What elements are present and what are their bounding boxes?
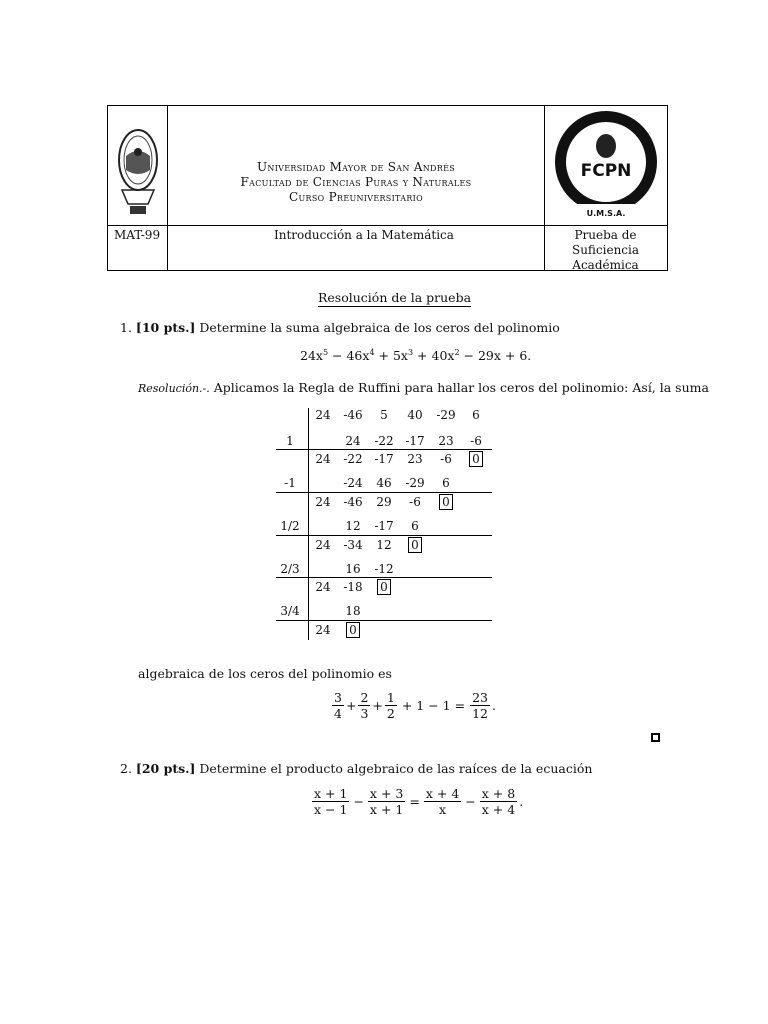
ruffini-root: 1 [286,434,294,448]
ruffini-result: -6 [409,495,421,509]
ruffini-hline [276,492,492,493]
ruffini-root: 3/4 [280,604,300,618]
exam-type [544,228,667,273]
ruffini-remainder: 0 [461,452,491,466]
ruffini-coef: -29 [436,408,456,422]
ruffini-product: 6 [442,476,450,490]
ruffini-remainder: 0 [431,495,461,509]
ruffini-product: -6 [470,434,482,448]
ruffini-remainder: 0 [400,538,430,552]
resolution-paragraph [138,380,709,395]
ruffini-product: -24 [343,476,363,490]
ruffini-result: -46 [343,495,363,509]
resolution-label: Resolución.-. [138,382,210,395]
ruffini-result: 24 [315,538,331,552]
ruffini-root: 2/3 [280,562,300,576]
conclusion-text: algebraica de los ceros del polinomio es [138,666,392,681]
equation: $\frac{x + 1}{x - 1}$ − $\frac{x + 3}{x + 1}$ = $\frac{x + 4}{x}$ − $\frac{x + 8}{x + 4}$ . [314,786,524,817]
ruffini-product: 6 [411,519,419,533]
ruffini-product: 18 [345,604,361,618]
seal-mark: FCPN [580,161,632,181]
ruffini-product: -17 [374,519,394,533]
ruffini-result: 24 [315,623,331,637]
ruffini-table [276,402,496,642]
ruffini-hline [276,449,492,450]
problem-text: Determine la suma algebraica de los ceros del polinomio [199,320,560,335]
ruffini-product: -17 [405,434,425,448]
qed-square-icon [651,733,660,742]
problem-number: 2. [120,761,132,776]
ruffini-hline [276,577,492,578]
header-table [107,105,668,271]
ruffini-product: 16 [345,562,361,576]
ruffini-product: 12 [345,519,361,533]
resolution-text: Aplicamos la Regla de Ruffini para hallar los ceros del polinomio: Así, la suma [213,380,709,395]
exam-type-line: Prueba de [574,228,637,242]
seal-caption: U.M.S.A. [586,209,626,218]
faculty-name: Facultad de Ciencias Puras y Naturales [240,175,472,189]
ruffini-result: 24 [315,452,331,466]
ruffini-product: 46 [376,476,392,490]
ruffini-result: -18 [343,580,363,594]
problem-text: Determine el producto algebraico de las raíces de la ecuación [199,761,593,776]
ruffini-result: 23 [407,452,423,466]
ruffini-root: -1 [284,476,296,490]
ruffini-product: -22 [374,434,394,448]
ruffini-product: -12 [374,562,394,576]
ruffini-result: 12 [376,538,392,552]
ruffini-coef: 5 [380,408,388,422]
ruffini-root: 1/2 [280,519,300,533]
ruffini-result: -17 [374,452,394,466]
ruffini-result: 24 [315,580,331,594]
header-divider-row [108,225,667,226]
problem-points: [20 pts.] [135,761,196,776]
ruffini-product: 23 [438,434,454,448]
university-name: Universidad Mayor de San Andrés [257,160,455,174]
ruffini-coef: -46 [343,408,363,422]
ruffini-coef: 24 [315,408,331,422]
fcpn-circular-seal-icon [548,110,664,222]
problem-2-statement [120,761,592,776]
ruffini-result: -6 [440,452,452,466]
ruffini-coef: 6 [472,408,480,422]
course-code: MAT-99 [114,228,161,242]
course-name: Curso Preuniversitario [289,190,423,204]
problem-number: 1. [120,320,132,335]
exam-type-line: Académica [572,258,639,272]
ruffini-remainder: 0 [338,623,368,637]
ruffini-result: -34 [343,538,363,552]
ruffini-hline [276,535,492,536]
ruffini-result: -22 [343,452,363,466]
umsa-shield-emblem-icon [112,120,164,220]
ruffini-remainder: 0 [369,580,399,594]
polynomial: $24x^5 - 46x^4 + 5x^3 + 40x^2 - 29x + 6$. [300,348,532,364]
sum-expression: $\frac{3}{4}$ + $\frac{2}{3}$ + $\frac{1}{2}$ + 1 − 1 = $\frac{23}{12}$ . [334,690,496,721]
ruffini-vertical-line [308,408,309,640]
subject-name: Introducción a la Matemática [274,228,454,242]
ruffini-hline [276,620,492,621]
page-title: Resolución de la prueba [318,290,472,305]
ruffini-product: 24 [345,434,361,448]
exam-type-line: Suficiencia [571,243,640,257]
problem-points: [10 pts.] [135,320,196,335]
ruffini-result: 29 [376,495,392,509]
ruffini-result: 24 [315,495,331,509]
ruffini-coef: 40 [407,408,423,422]
problem-1-statement [120,320,560,335]
ruffini-product: -29 [405,476,425,490]
